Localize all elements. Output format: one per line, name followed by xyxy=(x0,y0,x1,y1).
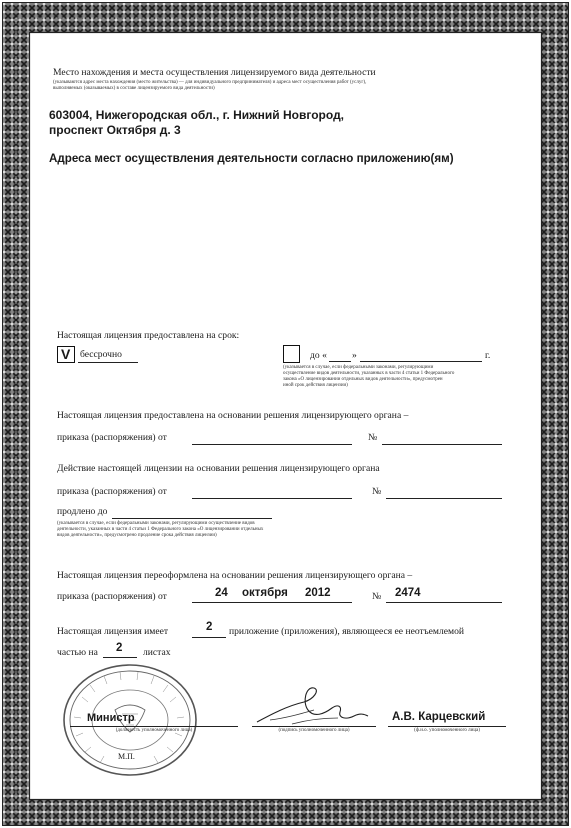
basis-number-line xyxy=(382,444,502,445)
basis-number-label: № xyxy=(368,432,378,443)
appendix-text-before: Настоящая лицензия имеет xyxy=(57,626,169,637)
extension-text: Действие настоящей лицензии на основании решения лицензирующего органа xyxy=(57,463,380,474)
extension-number-line xyxy=(386,498,502,499)
extension-note: видов деятельности», предусмотрено продление срока действия лицензии) xyxy=(57,533,217,538)
check-mark: V xyxy=(61,346,71,362)
indefinite-checkbox xyxy=(57,346,75,363)
basis-date-line xyxy=(192,444,352,445)
reissue-order-label: приказа (распоряжения) от xyxy=(57,591,167,602)
until-mid: » xyxy=(352,350,357,361)
basis-text: Настоящая лицензия предоставлена на основании решения лицензирующего органа – xyxy=(57,410,409,421)
location-note: выполняемых (оказываемых) в составе лицензируемого вида деятельности) xyxy=(53,86,215,91)
reissue-year: 2012 xyxy=(305,587,331,599)
reissue-month: октября xyxy=(242,587,288,599)
term-note: осуществление видов деятельности, указанных в части 4 статьи 1 Федерального xyxy=(283,371,455,376)
reissue-number-line xyxy=(386,602,502,603)
reissue-number-label: № xyxy=(372,591,382,602)
address-line: проспект Октября д. 3 xyxy=(49,123,181,137)
sheets-count: 2 xyxy=(116,642,123,654)
sheets-after: листах xyxy=(143,647,171,658)
location-note: (указываются адрес места нахождения (место жительства) — для индивидуального предпринимателя) и адреса мест осуществления работ (услуг), xyxy=(53,80,367,85)
name-line xyxy=(388,726,506,727)
until-prefix: до « xyxy=(310,350,327,361)
reissue-number: 2474 xyxy=(395,587,421,599)
indefinite-label: бессрочно xyxy=(80,349,122,360)
sheets-before: частью на xyxy=(57,647,98,658)
address-line: 603004, Нижегородская обл., г. Нижний Новгород, xyxy=(49,108,345,122)
until-checkbox xyxy=(283,345,300,363)
year-suffix: г. xyxy=(485,350,491,361)
position-note: (должность уполномоченного лица) xyxy=(115,728,193,733)
sheets-count-line xyxy=(103,657,137,658)
places-line: Адреса мест осуществления деятельности согласно приложению(ям) xyxy=(49,152,454,165)
appendix-text-after: приложение (приложения), являющееся ее неотъемлемой xyxy=(229,626,465,637)
signature-note: (подпись уполномоченного лица) xyxy=(278,728,350,733)
until-day-line xyxy=(329,361,351,362)
extension-order-label: приказа (распоряжения) от xyxy=(57,486,167,497)
signer-position: Министр xyxy=(87,712,135,724)
reissue-day: 24 xyxy=(215,587,228,599)
term-note: (указывается в случае, если федеральными законами, регулирующими xyxy=(283,365,434,370)
extended-label: продлено до xyxy=(57,506,108,517)
signer-name: А.В. Карцевский xyxy=(392,711,486,723)
name-note: (ф.и.о. уполномоченного лица) xyxy=(414,728,480,733)
reissue-text: Настоящая лицензия переоформлена на основании решения лицензирующего органа – xyxy=(57,570,413,581)
term-note: иной срок действия лицензии) xyxy=(283,383,348,388)
location-heading: Место нахождения и места осуществления лицензируемого вида деятельности xyxy=(53,67,376,78)
indefinite-underline xyxy=(78,362,138,363)
reissue-date-line xyxy=(192,602,352,603)
basis-order-label: приказа (распоряжения) от xyxy=(57,432,167,443)
extended-line xyxy=(112,518,272,519)
extension-note: (указывается в случае, если федеральными законами, регулирующими осуществление видов xyxy=(57,521,255,526)
appendix-count-line xyxy=(192,637,226,638)
extension-number-label: № xyxy=(372,486,382,497)
appendix-count: 2 xyxy=(206,621,213,633)
term-heading: Настоящая лицензия предоставлена на срок: xyxy=(57,330,240,341)
extension-date-line xyxy=(192,498,352,499)
extension-note: деятельности, указанных в части 4 статьи 1 Федерального закона «О лицензировании отдельных xyxy=(57,527,264,532)
stamp-place-label: М.П. xyxy=(118,752,135,761)
term-note: закона «О лицензировании отдельных видов деятельности», предусмотрен xyxy=(283,377,443,382)
position-line xyxy=(70,726,238,727)
signature-line xyxy=(252,726,376,727)
handwritten-signature xyxy=(252,684,372,730)
until-month-line xyxy=(360,361,482,362)
